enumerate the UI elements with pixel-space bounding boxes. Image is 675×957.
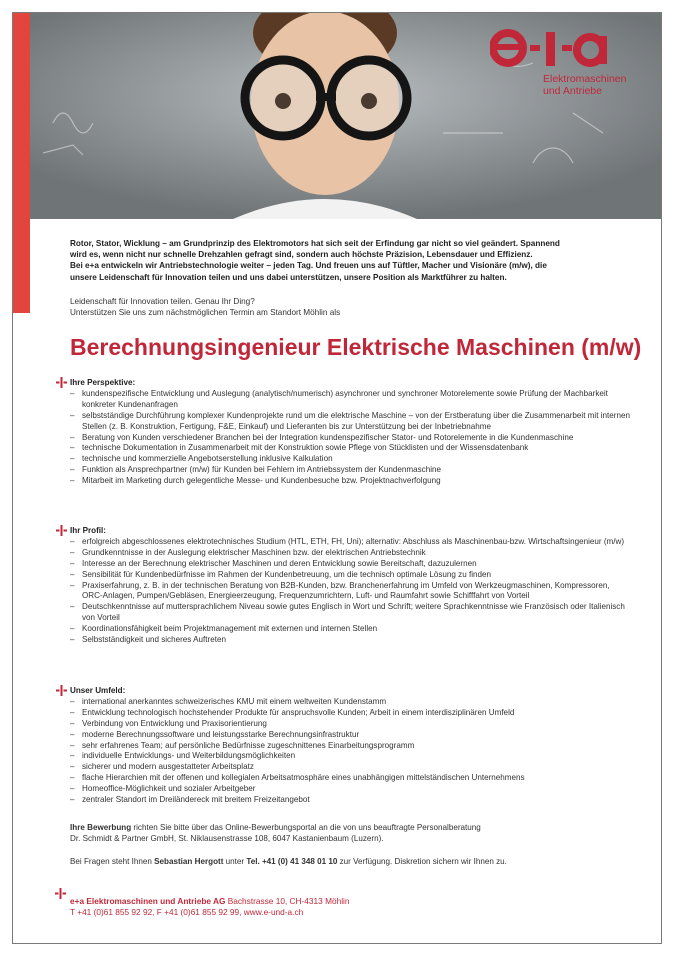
logo-subtitle — [543, 73, 626, 97]
contact-question — [70, 856, 630, 867]
footer-address: Bachstrasse 10, CH-4313 Möhlin — [225, 896, 350, 906]
brand-mark-icon — [56, 377, 67, 388]
list-item: – Entwicklung technologisch hochstehender Produkte für anspruchsvolle Kunden; Arbeit in einem interdisziplinären Umfeld — [70, 708, 631, 719]
application-text: richten Sie bitte über das Online-Bewerbungsportal an die von uns beauftragte Personalberatung — [131, 823, 481, 832]
list-item: – erfolgreich abgeschlossenes elektrotechnisches Studium (HTL, ETH, FH, Uni); alternativ: Abschluss als Maschinenbau-bzw. Wirtschaftsingenieur (m/w) — [70, 537, 631, 548]
list-item: – Funktion als Ansprechpartner (m/w) für Kunden bei Fehlern im Antriebssystem der Kundenmaschine — [70, 465, 631, 476]
section-heading-text: Unser Umfeld: — [70, 686, 126, 695]
footer — [70, 896, 630, 918]
list-item: – Sensibilität für Kundenbedürfnisse im Rahmen der Kundenbetreuung, um die technisch optimale Lösung zu finden — [70, 570, 631, 581]
section-perspektive — [56, 378, 631, 487]
intro-text — [70, 238, 630, 283]
sub-intro-line: Leidenschaft für Innovation teilen. Genau Ihr Ding? — [70, 297, 255, 306]
contact-post: zur Verfügung. Diskretion sichern wir Ihnen zu. — [337, 857, 507, 866]
list-item: – Grundkenntnisse in der Auslegung elektrischer Maschinen bzw. der elektrischen Antriebstechnik — [70, 548, 631, 559]
section-heading — [56, 686, 631, 697]
sub-intro-text — [70, 296, 630, 318]
list-item: – sehr erfahrenes Team; auf persönliche Bedürfnisse zugeschnittenes Einarbeitungsprogramm — [70, 741, 631, 752]
accent-bar — [13, 13, 30, 313]
section-heading-text: Ihre Perspektive: — [70, 378, 136, 387]
list-item: – Homeoffice-Möglichkeit und sozialer Arbeitgeber — [70, 784, 631, 795]
section-heading — [56, 526, 631, 537]
list-item: – Interesse an der Berechnung elektrischer Maschinen und deren Entwicklung sowie Bereitschaft, dazuzulernen — [70, 559, 631, 570]
application-info — [70, 822, 630, 844]
list-item: – selbstständige Durchführung komplexer Kundenprojekte rund um die elektrische Maschine – von der Erstberatung über die Zusammenarbeit mit internen Stellen (z. B. Konstruktion, Fertigung, F&E, Einkauf) und Lieferanten bis zur Unterstützung bei der Inbetriebnahme — [70, 411, 631, 433]
footer-line1 — [70, 896, 630, 907]
section-profil — [56, 526, 631, 646]
application-lead: Ihre Bewerbung — [70, 823, 132, 832]
list-item: – Verbindung von Entwicklung und Praxisorientierung — [70, 719, 631, 730]
logo-subtitle-line2: und Antriebe — [543, 85, 602, 97]
brand-mark-icon — [56, 685, 67, 696]
list-item: – Praxiserfahrung, z. B. in der technischen Beratung von B2B-Kunden, bzw. Branchenerfahrung im Umfeld von Werkzeugmaschinen, Kompressoren, ORC-Anlagen, Pumpen/Gebläsen, Energieerzeugung, Frequenzumrichtern, Luft- und Raumfahrt sowie Schifffahrt von Vorteil — [70, 581, 631, 603]
intro-line: unsere Leidenschaft für Innovation teilen und uns dabei unterstützen, unsere Position als Marktführer zu halten. — [70, 272, 507, 282]
list-item: – technische Dokumentation in Zusammenarbeit mit der Konstruktion sowie Pflege von Stücklisten und der Wissensdatenbank — [70, 443, 631, 454]
list-item: – Deutschkenntnisse auf muttersprachlichem Niveau sowie gutes Englisch in Wort und Schrift; weitere Sprachkenntnisse wie Französisch oder Italienisch von Vorteil — [70, 602, 631, 624]
intro-line: Rotor, Stator, Wicklung – am Grundprinzip des Elektromotors hat sich seit der Erfindung gar nicht so viel geändert. Spannend — [70, 239, 560, 248]
contact-mid: unter — [223, 857, 247, 866]
intro-line: Bei e+a entwickeln wir Antriebstechnologie weiter – jeden Tag. Und freuen uns auf Tüftler, Macher und Visionäre (m/w), die — [70, 261, 547, 271]
section-umfeld — [56, 686, 631, 806]
job-title: Berechnungsingenieur Elektrische Maschinen (m/w) — [70, 334, 642, 360]
brand-mark-icon — [56, 525, 67, 536]
profil-list — [56, 537, 631, 646]
application-line1 — [70, 822, 630, 833]
contact-name: Sebastian Hergott — [154, 857, 224, 866]
logo-subtitle-line1: Elektromaschinen — [543, 73, 627, 85]
application-line2: Dr. Schmidt & Partner GmbH, St. Niklausenstrasse 108, 6047 Kastanienbaum (Luzern). — [70, 834, 384, 843]
list-item: – kundenspezifische Entwicklung und Auslegung (analytisch/numerisch) asynchroner und synchroner Motorelemente sowie Prüfung der Machbarkeit konkreter Kundenanfragen — [70, 389, 631, 411]
list-item: – technische und kommerzielle Angebotserstellung inklusive Kalkulation — [70, 454, 631, 465]
list-item: – zentraler Standort im Dreiländereck mit breitem Freizeitangebot — [70, 795, 631, 806]
contact-line — [70, 856, 630, 867]
sub-intro-line: Unterstützen Sie uns zum nächstmöglichen Termin am Standort Möhlin als — [70, 308, 341, 317]
umfeld-list — [56, 697, 631, 806]
list-item: – Beratung von Kunden verschiedener Branchen bei der Integration kundenspezifischer Stator- und Rotorelemente in die Kundenmaschine — [70, 433, 631, 444]
perspektive-list — [56, 389, 631, 487]
section-heading — [56, 378, 631, 389]
contact-pre: Bei Fragen steht Ihnen — [70, 857, 155, 866]
list-item: – sicherer und modern ausgestatteter Arbeitsplatz — [70, 762, 631, 773]
footer-company: e+a Elektromaschinen und Antriebe AG — [70, 896, 226, 906]
footer-contact[interactable]: T +41 (0)61 855 92 92, F +41 (0)61 855 92 99, www.e-und-a.ch — [70, 907, 304, 918]
list-item: – Mitarbeit im Marketing durch gelegentliche Messe- und Kundenbesuche bzw. Projektnachverfolgung — [70, 476, 631, 487]
intro-line: wird es, wenn nicht nur schnelle Drehzahlen gefragt sind, sondern auch höchste Präzision, Lebensdauer und Effizienz. — [70, 250, 533, 260]
contact-phone: Tel. +41 (0) 41 348 01 10 — [246, 857, 338, 866]
list-item: – international anerkanntes schweizerisches KMU mit einem weltweiten Kundenstamm — [70, 697, 631, 708]
list-item: – Selbstständigkeit und sicheres Auftreten — [70, 635, 631, 646]
brand-mark-icon — [55, 888, 66, 899]
list-item: – Koordinationsfähigkeit beim Projektmanagement mit externen und internen Stellen — [70, 624, 631, 635]
section-heading-text: Ihr Profil: — [70, 526, 106, 535]
list-item: – moderne Berechnungssoftware und leistungsstarke Berechnungsinfrastruktur — [70, 730, 631, 741]
list-item: – flache Hierarchien mit der offenen und kollegialen Arbeitsatmosphäre eines unabhängigen mittelständischen Unternehmens — [70, 773, 631, 784]
list-item: – individuelle Entwicklungs- und Weiterbildungsmöglichkeiten — [70, 751, 631, 762]
